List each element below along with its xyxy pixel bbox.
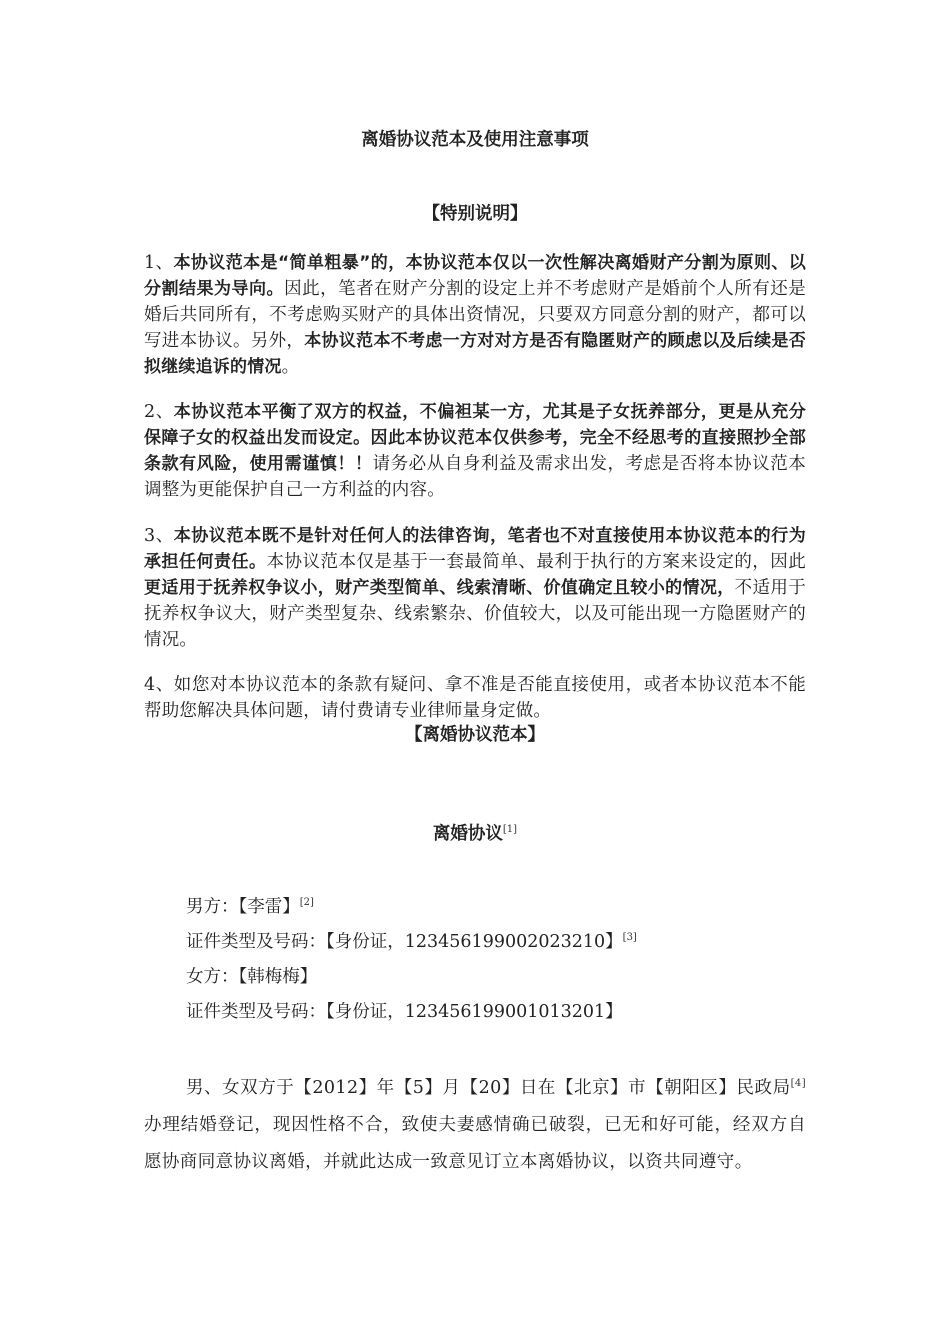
male-id-line xyxy=(186,928,637,956)
female-label: 女方： xyxy=(186,967,239,987)
male-name: 【李雷】 xyxy=(238,897,300,917)
note-segment: 不适用于抚养权争议大，财产类型复杂、线索繁杂、价值较大，以及可能出现一方隐匿财产的情况。 xyxy=(144,578,806,650)
male-party-line xyxy=(186,893,314,921)
note-segment-bold: 本协议范本平衡了双方的权益，不偏袒某一方，尤其是子女抚养部分，更是从充分保障子女的权益出发而设定。因此本协议范本仅供参考，完全不经思考的直接照抄全部条款有风险，使用需谨慎！！ xyxy=(144,402,806,474)
female-party-line xyxy=(186,963,317,991)
footnote-ref[interactable]: [3] xyxy=(622,932,637,944)
note-segment: 。 xyxy=(281,357,300,377)
note-segment-bold: 本协议范本既不是针对任何人的法律咨询，笔者也不对直接使用本协议范本的行为承担任何责任。 xyxy=(144,526,806,572)
intro-text-part1: 男、女双方于【2012】年【5】月【20】日在【北京】市【朝阳区】民政局 xyxy=(186,1078,791,1098)
special-notes-heading: 【特别说明】 xyxy=(422,204,528,224)
note-segment-bold: 本协议范本是“简单粗暴”的，本协议范本仅以一次性解决离婚财产分割为原则、以分割结果为导向。 xyxy=(144,253,806,299)
intro-text-part2: 办理结婚登记，现因性格不合，致使夫妻感情确已破裂，已无和好可能，经双方自愿协商同意协议离婚，并就此达成一致意见订立本离婚协议，以资共同遵守。 xyxy=(144,1115,806,1172)
special-note-3 xyxy=(144,523,806,653)
male-label: 男方： xyxy=(186,897,239,917)
female-id-label: 证件类型及号码： xyxy=(186,1002,326,1022)
footnote-ref[interactable]: [1] xyxy=(502,824,518,836)
note-segment: 1、 xyxy=(144,253,174,273)
agreement-intro-paragraph xyxy=(144,1070,806,1181)
female-id-value: 【身份证，123456199001013201】 xyxy=(326,1002,623,1022)
special-note-4 xyxy=(144,672,806,724)
male-id-label: 证件类型及号码： xyxy=(186,932,326,952)
special-note-1 xyxy=(144,250,806,380)
special-note-2 xyxy=(144,399,806,503)
note-segment: 4、如您对本协议范本的条款有疑问、拿不准是否能直接使用，或者本协议范本不能帮助您解决具体问题，请付费请专业律师量身定做。 xyxy=(144,675,806,721)
footnote-ref[interactable]: [2] xyxy=(299,897,314,909)
footnote-ref[interactable]: [4] xyxy=(790,1078,806,1090)
male-id-value: 【身份证，123456199002023210】 xyxy=(326,932,623,952)
agreement-title-text: 离婚协议 xyxy=(432,824,503,844)
document-title: 离婚协议范本及使用注意事项 xyxy=(361,130,589,150)
female-name: 【韩梅梅】 xyxy=(238,967,318,987)
note-segment-bold: 本协议范本不考虑一方对对方是否有隐匿财产的顾虑以及后续是否拟继续追诉的情况 xyxy=(144,331,806,377)
template-heading: 【离婚协议范本】 xyxy=(405,725,545,745)
note-segment: 本协议范本仅是基于一套最简单、最利于执行的方案来设定的，因此 xyxy=(266,552,807,572)
note-segment-bold: 更适用于抚养权争议小，财产类型简单、线索清晰、价值确定且较小的情况， xyxy=(144,578,735,598)
note-segment: 请务必从自身利益及需求出发，考虑是否将本协议范本调整为更能保护自己一方利益的内容。 xyxy=(144,454,806,500)
note-segment: 3、 xyxy=(144,526,174,546)
agreement-title xyxy=(144,820,806,848)
note-segment: 2、 xyxy=(144,402,174,422)
note-segment: 因此，笔者在财产分割的设定上并不考虑财产是婚前个人所有还是婚后共同所有，不考虑购买财产的具体出资情况，只要双方同意分割的财产，都可以写进本协议。另外， xyxy=(144,279,806,351)
female-id-line xyxy=(186,998,623,1026)
